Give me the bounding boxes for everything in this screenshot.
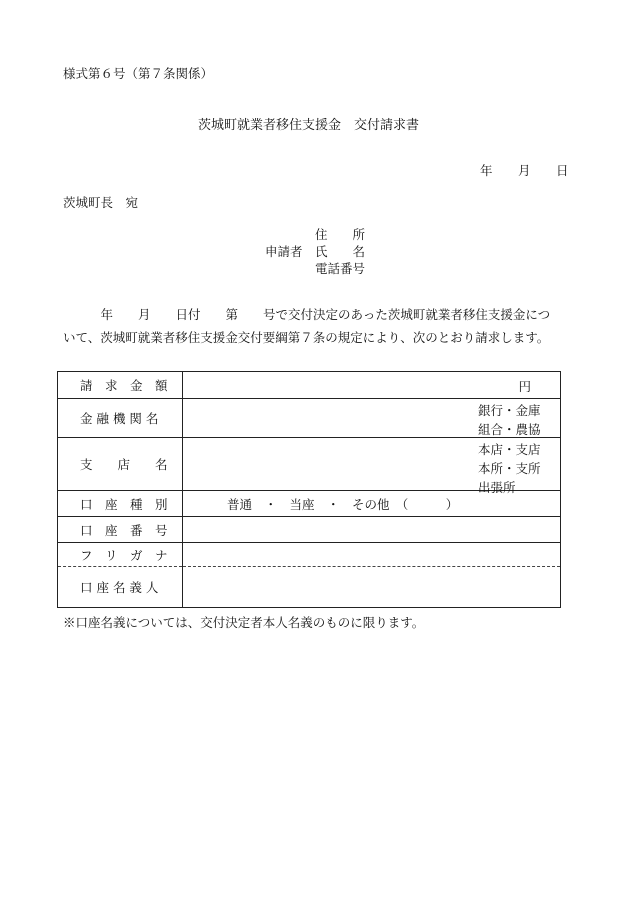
- account-holder-field[interactable]: [183, 567, 561, 608]
- table-row-branch: [58, 438, 561, 491]
- account-number-field[interactable]: [183, 517, 561, 543]
- request-statement-line-1: 年 月 日付 第 号で交付決定のあった茨城町就業者移住支援金につ: [63, 307, 551, 322]
- addressee: 茨城町長 宛: [63, 195, 139, 210]
- branch-type-options: [478, 440, 541, 497]
- account-type-options: 普通 ・ 当座 ・ その他 （ ）: [227, 496, 459, 512]
- document-title: 茨城町就業者移住支援金 交付請求書: [198, 118, 420, 133]
- branch-type-option: 本店・支店: [478, 442, 541, 457]
- request-statement: [63, 303, 563, 349]
- amount-label: 請 求 金 額: [80, 378, 168, 393]
- branch-type-option: 出張所: [478, 480, 516, 495]
- amount-field[interactable]: [183, 372, 561, 399]
- furigana-label: フ リ ガ ナ: [80, 547, 168, 563]
- table-row-furigana: [58, 543, 561, 567]
- yen-unit: 円: [518, 379, 531, 394]
- applicant-phone-label: 電話番号: [315, 261, 366, 276]
- branch-name-field[interactable]: [183, 438, 561, 495]
- request-statement-line-2: いて、茨城町就業者移住支援金交付要綱第７条の規定により、次のとおり請求します。: [63, 330, 550, 345]
- bank-name-field[interactable]: [183, 399, 561, 438]
- applicant-address-label: 住 所: [315, 227, 366, 242]
- payment-details-table: [57, 371, 561, 608]
- date-month-label: 月: [518, 163, 531, 178]
- table-row-bank: [58, 399, 561, 438]
- table-row-amount: [58, 372, 561, 399]
- bank-name-label: 金 融 機 関 名: [80, 411, 159, 426]
- furigana-field[interactable]: [183, 543, 561, 567]
- footnote: ※口座名義については、交付決定者本人名義のものに限ります。: [63, 615, 425, 630]
- form-number: 様式第６号（第７条関係）: [63, 66, 214, 81]
- date-year-label: 年: [480, 163, 493, 178]
- account-type-field[interactable]: [183, 491, 561, 517]
- bank-type-option: 銀行・金庫: [478, 403, 541, 418]
- applicant-label: 申請者: [265, 244, 303, 259]
- date-day-label: 日: [556, 163, 569, 178]
- table-row-account-type: [58, 491, 561, 517]
- applicant-name-label: 氏 名: [315, 244, 366, 259]
- branch-type-option: 本所・支所: [478, 461, 541, 476]
- account-holder-label: 口 座 名 義 人: [80, 580, 159, 595]
- account-type-label: 口 座 種 別: [80, 496, 168, 512]
- bank-type-option: 組合・農協: [478, 422, 541, 437]
- table-row-account-number: [58, 517, 561, 543]
- bank-type-options: [478, 401, 541, 439]
- table-row-account-holder: [58, 567, 561, 608]
- account-number-label: 口 座 番 号: [80, 522, 168, 538]
- branch-name-label: 支 店 名: [80, 457, 168, 472]
